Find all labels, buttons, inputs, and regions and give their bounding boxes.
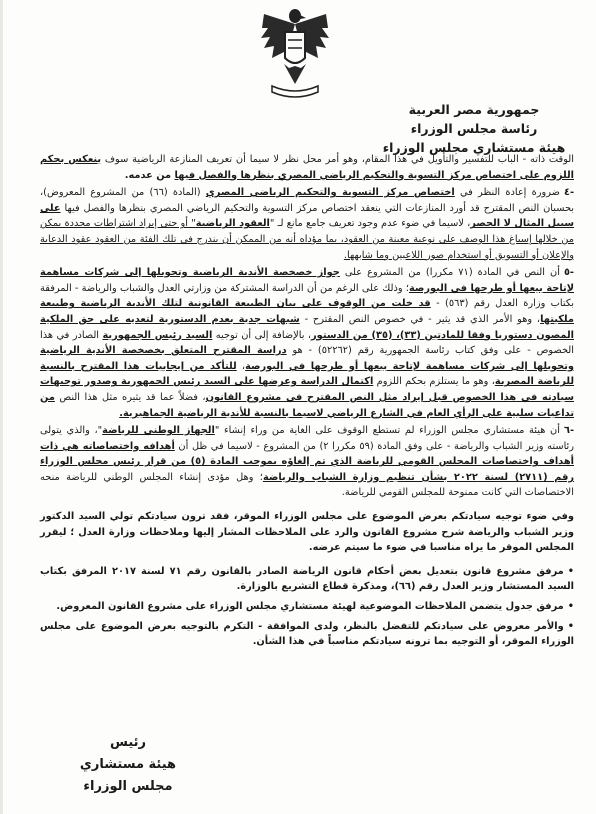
numbered-paragraphs bbox=[40, 152, 574, 501]
paragraph-text: (المادة (٦٦) من المشروع المعروض)، بحسبان النص المقترح قد أورد المنازعات التي ينعقد اختصاص مركز التسوية والتحكيم الرياضي المصري بنظرها والفصل فيها bbox=[40, 187, 574, 214]
scan-edge bbox=[0, 0, 3, 814]
paragraph-text: أهدافه واختصاصاته هي ذات أهداف واختصاصات المجلس القومي للرياضة الذي تم إلغاؤه بموجب المادة (٥) من قرار رئيس مجلس الوزراء رقم (٢٧١١) لسنة ٢٠٢٢ بشأن تنظيم وزارة الشباب والرياضة bbox=[40, 440, 575, 483]
attachment-item: •مرفق جدول يتضمن الملاحظات الموضوعية لهيئة مستشاري مجلس الوزراء على مشروع القانون المعروض. bbox=[56, 601, 574, 613]
paragraph-text: أن هيئة مستشاري مجلس الوزراء لم تستطع الوقوف على الغاية من وراء إنشاء " bbox=[214, 425, 560, 437]
numbered-paragraph bbox=[40, 185, 574, 263]
paragraph-text: ضرورة إعادة النظر في bbox=[454, 187, 560, 199]
numbered-paragraph bbox=[40, 152, 574, 183]
paragraph-text: ؛ وهل مؤدى إنشاء المجلس الوطني للرياضة منحه الاختصاصات التي كانت ممنوحة للمجلس القومي للرياضة. bbox=[40, 471, 574, 499]
paragraph-number: -٦ bbox=[563, 425, 575, 437]
paragraph-text: الجهاز الوطني للرياضة bbox=[102, 425, 215, 437]
letterhead-authority: هيئة مستشاري مجلس الوزراء bbox=[382, 140, 566, 155]
bullet-icon: • bbox=[567, 620, 574, 632]
paragraph-number: -٤ bbox=[563, 187, 575, 199]
paragraph-text: قد خلت من الوقوف على بيان الطبيعة القانونية لتلك الأندية الرياضية وطبيعة ملكيتها bbox=[40, 298, 574, 325]
letter-body bbox=[40, 152, 574, 654]
paragraph-text: العقود الرياضية bbox=[195, 218, 270, 230]
closing-paragraph: وفي ضوء توجيه سيادتكم بعرض الموضوع على مجلس الوزراء الموقر، فقد ترون سيادتكم تولي السيد الدكتور وزير الشباب والرياضة شرح مشروع القانون والرد على الملاحظات المشار إليها وملاحظات وزارة العدل ؛ ليقرر المجلس الموقر ما يراه مناسبا في ضوء ما سيتم عرضه. bbox=[40, 511, 574, 554]
paragraph-text: الصادر في هذا الخصوص - على وفق كتاب رئاسة الجمهورية رقم (٥٢٢٦٢) - هو bbox=[40, 329, 575, 357]
paragraph-text: أن النص في المادة (٧١ مكررا) من المشروع على bbox=[339, 267, 560, 279]
paragraph-text: ، بالإضافة إلى أن توجيه bbox=[212, 329, 312, 341]
paragraph-text: من تداعيات سلبية على الرأي العام في الشارع الرياضي لاسيما بالنسبة للأندية الرياضية الجماهيرية. bbox=[40, 391, 574, 419]
letterhead-ministry: رئاسة مجلس الوزراء bbox=[410, 121, 538, 136]
signature-block bbox=[58, 732, 198, 798]
bullet-icon: • bbox=[567, 565, 574, 577]
paragraph-text: ، لاسيما في ضوء عدم وجود تعريف جامع مانع لـ " bbox=[269, 218, 471, 230]
paragraph-text: ، وهو ما يستلزم بحكم اللزوم bbox=[373, 376, 495, 388]
paragraph-text: السيد رئيس الجمهورية bbox=[102, 329, 213, 341]
paragraph-text: اختصاص مركز التسوية والتحكيم الرياضي المصري bbox=[205, 187, 455, 199]
paragraph-text: جواز خصخصة الأندية الرياضية وتحويلها إلى شركات مساهمة لإتاحة بيعها أو طرحها في البورصة bbox=[40, 267, 574, 294]
paragraph-text: دراسة المقترح المتعلق بخصخصة الأندية الرياضية وتحويلها إلى شركات مساهمة لإتاحة بيعها أو طرحها في البورصة bbox=[40, 345, 574, 372]
paragraph-text: من عدمه. bbox=[124, 169, 175, 181]
paragraph-text: اكتمال الدراسة وعرضها على السيد رئيس الجمهورية وصدور توجيهات سيادته في هذا الخصوص قبل إيراد مثل النص المقترح في مشروع القانون bbox=[40, 376, 574, 403]
eagle-emblem-icon bbox=[258, 6, 332, 98]
paragraph-text: على سبيل المثال لا الحصر bbox=[40, 202, 574, 230]
paragraph-text: ينعكس بحكم اللزوم على اختصاص مركز التسوية والتحكيم الرياضي المصري بنظرها والفصل فيها bbox=[40, 154, 574, 181]
numbered-paragraph bbox=[40, 423, 574, 501]
paragraph-text: "، والذي يتولى رئاسته وزير الشباب والرياضة - على وفق المادة (٥٩ مكررا ٢) من المشروع - لاسيما في ظل أن bbox=[40, 425, 575, 452]
paragraph-text: الوقت ذاته - الباب للتفسير والتأويل في هذا المقام، وهو أمر محل نظر لا سيما أن تعريف المنازعة الرياضية سوف bbox=[101, 154, 574, 165]
letterhead bbox=[374, 100, 574, 157]
paragraph-text: للتأكد من إيجابيات هذا المقترح بالنسبة للرياضة المصرية bbox=[40, 360, 575, 388]
signature-org-line1: هيئة مستشاري bbox=[79, 757, 177, 772]
paragraph-text: " أو حتى إيراد اشتراطات محددة يمكن من خلالها إسباغ هذا الوصف على نوعية معينة من العقود، بما مؤداه أنه من الممكن أن يندرج في تلك الفئة من العقود عقود الدعاية والإعلان أو التسويق أو استخدام صور اللاعبين وما شابهها. bbox=[40, 218, 574, 261]
signature-title: رئيس bbox=[109, 735, 147, 750]
letterhead-country: جمهورية مصر العربية bbox=[408, 102, 540, 117]
attachment-item: •والأمر معروض على سيادتكم للتفضل بالنظر، ولدى الموافقة - التكرم بالتوجيه بعرض الموضوع على مجلس الوزراء الموقر، أو التوجيه بما ترونه سيادتكم مناسباً في هذا الشأن. bbox=[40, 620, 574, 648]
paragraph-text: ، فضلاً عما قد يثيره مثل هذا النص bbox=[54, 391, 206, 403]
attachments-list bbox=[40, 564, 574, 650]
bullet-icon: • bbox=[567, 601, 574, 613]
paragraph-text: ، bbox=[236, 360, 246, 372]
paragraph-text: ، وهو الأمر الذي قد يثير - في خصوص النص المقترح - bbox=[299, 313, 541, 325]
signature-org-line2: مجلس الوزراء bbox=[83, 779, 173, 794]
paragraph-text: شبهات جدية بعدم الدستورية لتعديه على حق الملكية المصون دستوريا وفقا للمادتين (٣٣)، (٣٥) من الدستور bbox=[40, 313, 574, 341]
paragraph-text: ؛ وذلك على الرغم من أن الدراسة المشتركة من وزارتي العدل والشباب والرياضة - المرفقة بكتاب وزارة العدل رقم (٥٦٣) - bbox=[40, 282, 574, 310]
numbered-paragraph bbox=[40, 265, 574, 421]
paragraph-number: -٥ bbox=[563, 267, 574, 279]
attachment-item: •مرفق مشروع قانون بتعديل بعض أحكام قانون الرياضة الصادر بالقانون رقم ٧١ لسنة ٢٠١٧ المرفق بكتاب السيد المستشار وزير العدل رقم (٦٦)، ومذكرة قطاع التشريع بالوزارة. bbox=[40, 565, 574, 593]
